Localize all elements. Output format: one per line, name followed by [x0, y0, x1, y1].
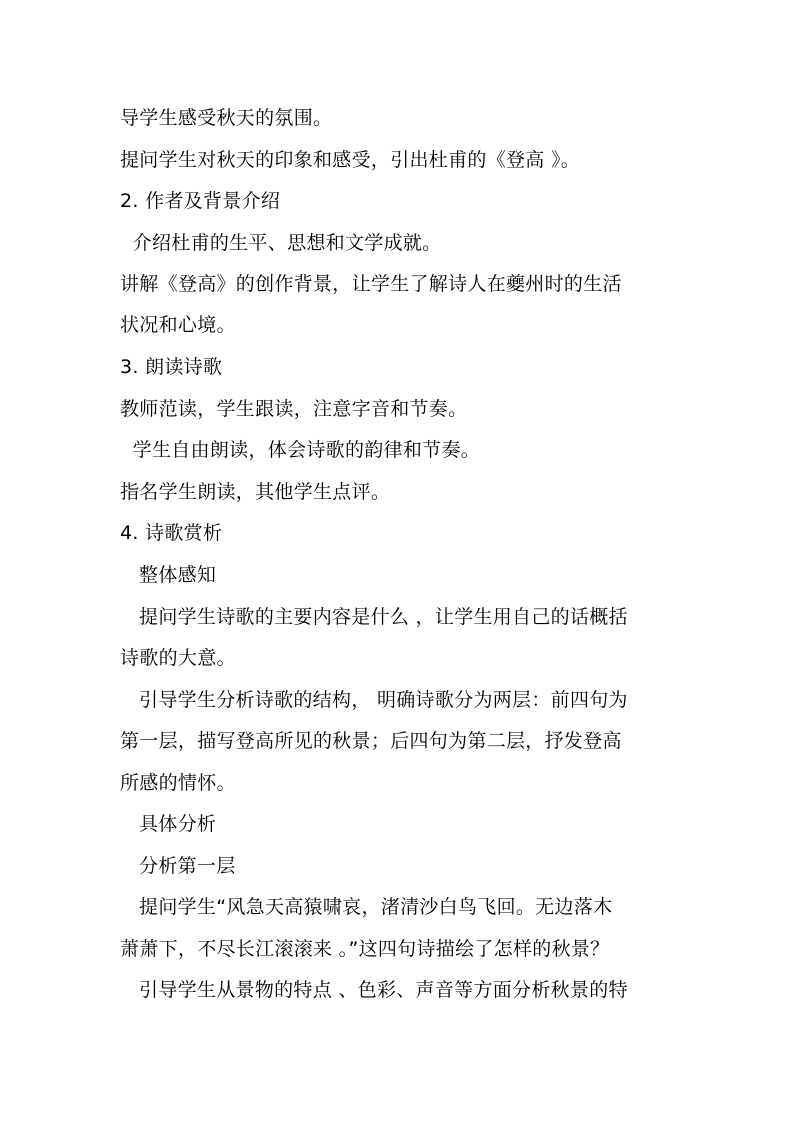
text-line: 状况和心境。 [120, 314, 236, 336]
text-line: 所感的情怀。 [120, 772, 236, 794]
text-line: 第一层，描写登高所见的秋景；后四句为第二层，抒发登高 [120, 730, 622, 752]
subheading: 整体感知 [120, 564, 217, 586]
text-line: 提问学生诗歌的主要内容是什么 ，让学生用自己的话概括 [120, 606, 628, 628]
text-line: 导学生感受秋天的氛围。 [120, 107, 333, 129]
text-line: 介绍杜甫的生平、思想和文学成就。 [120, 232, 442, 254]
subheading: 具体分析 [120, 813, 217, 835]
text-line: 讲解《登高》的创作背景，让学生了解诗人在夔州时的生活 [120, 273, 622, 295]
text-line: 教师范读，学生跟读，注意字音和节奏。 [120, 398, 468, 420]
text-line: 提问学生“风急天高猿啸哀，渚清沙白鸟飞回。无边落木 [120, 896, 613, 918]
section-heading: 4. 诗歌赏析 [120, 522, 223, 544]
subheading: 分析第一层 [120, 855, 236, 877]
text-line: 学生自由朗读，体会诗歌的韵律和节奏。 [120, 439, 481, 461]
text-line: 诗歌的大意。 [120, 647, 236, 669]
section-heading: 3. 朗读诗歌 [120, 356, 223, 378]
section-heading: 2. 作者及背景介绍 [120, 190, 281, 212]
text-line: 指名学生朗读，其他学生点评。 [120, 481, 391, 503]
text-line: 引导学生从景物的特点 、色彩、声音等方面分析秋景的特 [120, 979, 628, 1001]
text-line: 萧萧下，不尽长江滚滚来 。”这四句诗描绘了怎样的秋景？ [120, 938, 610, 960]
text-line: 引导学生分析诗歌的结构， 明确诗歌分为两层：前四句为 [120, 689, 628, 711]
text-line: 提问学生对秋天的印象和感受，引出杜甫的《登高 》。 [120, 149, 581, 171]
